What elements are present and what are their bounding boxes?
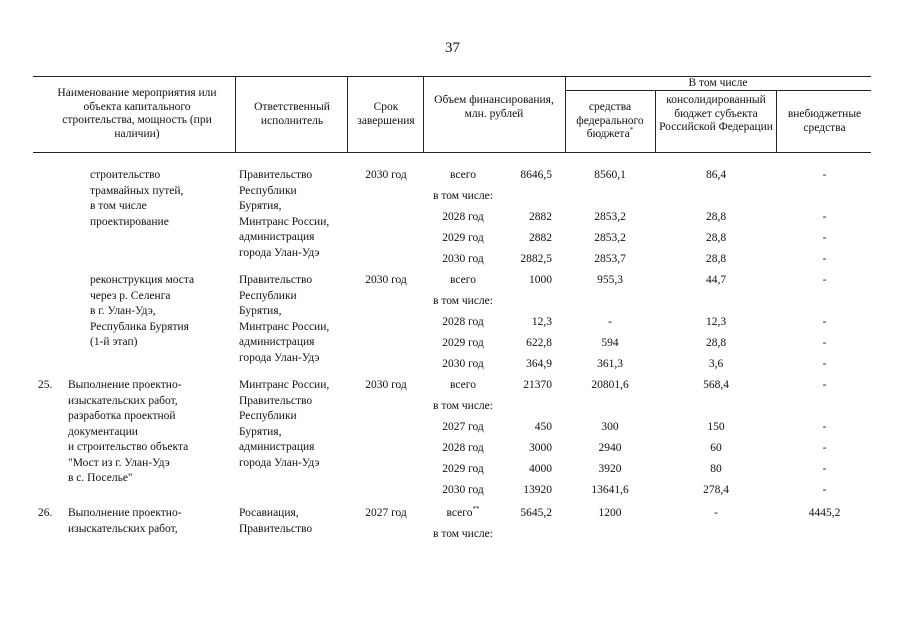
row-label xyxy=(424,483,502,499)
item-name-line: документации xyxy=(68,425,138,438)
total-volume: 2882,5 xyxy=(520,253,552,265)
off-budget: 4445,2 xyxy=(808,507,841,519)
row-label-text: в том числе: xyxy=(433,400,493,412)
col-divider-6 xyxy=(776,90,777,153)
row-label xyxy=(424,273,502,289)
federal-budget: 2853,2 xyxy=(594,211,626,223)
executor-line: Бурятия, xyxy=(239,200,282,212)
total-volume: 622,8 xyxy=(526,337,552,349)
row-label-text: 2029 год xyxy=(442,463,484,475)
federal-budget: 955,3 xyxy=(597,274,623,286)
col-divider-5 xyxy=(655,90,656,153)
consolidated-budget: 60 xyxy=(710,442,722,454)
executor-line: Минтранс России, xyxy=(239,379,330,391)
row-number: 26. xyxy=(38,507,53,519)
row-label-text: всего xyxy=(450,379,476,391)
row-label xyxy=(424,420,502,436)
item-name-line: Республика Бурятия xyxy=(90,320,189,333)
executor-line: Правительство xyxy=(239,394,313,407)
row-label xyxy=(424,336,502,352)
off-budget: - xyxy=(822,484,827,496)
header-federal-text: средства федерального бюджета xyxy=(576,101,644,140)
executor-line: администрация xyxy=(239,231,315,243)
total-volume: 3000 xyxy=(529,442,552,454)
total-volume: 1000 xyxy=(529,274,552,286)
row-label-text: 2030 год xyxy=(442,484,484,496)
off-budget: - xyxy=(822,232,827,244)
footnote-mark: ** xyxy=(472,505,480,513)
federal-budget: 2853,2 xyxy=(594,232,626,244)
row-label xyxy=(424,506,502,522)
item-name-line: (1-й этап) xyxy=(90,336,138,348)
item-name-line: Выполнение проектно- xyxy=(68,379,182,391)
item-name-line: в том числе xyxy=(90,200,147,212)
off-budget: - xyxy=(822,379,827,391)
header-including: В том числе xyxy=(688,77,748,89)
federal-budget: 3920 xyxy=(598,463,622,475)
col-divider-3 xyxy=(423,76,424,153)
total-volume: 8646,5 xyxy=(520,169,552,181)
off-budget: - xyxy=(822,463,827,475)
header-deadline: Срок завершения xyxy=(357,101,415,127)
total-volume: 4000 xyxy=(529,463,552,475)
row-label xyxy=(424,231,502,247)
col-divider-2 xyxy=(347,76,348,153)
header-bottom-rule xyxy=(33,152,871,153)
consolidated-budget: 44,7 xyxy=(705,274,727,286)
consolidated-budget: 28,8 xyxy=(705,337,727,349)
item-name-line: через р. Селенга xyxy=(90,289,171,302)
executor-line: Бурятия, xyxy=(239,305,282,317)
off-budget: - xyxy=(822,358,827,370)
executor-line: Правительство xyxy=(239,169,313,181)
header-offbudget: внебюджетные средства xyxy=(787,108,862,134)
consolidated-budget: 568,4 xyxy=(703,379,729,391)
total-volume: 12,3 xyxy=(531,316,552,328)
header-consolidated: консолидированный бюджет субъекта Российской Федерации xyxy=(659,94,773,133)
header-federal xyxy=(567,101,653,142)
row-label xyxy=(424,189,502,205)
executor-line: Правительство xyxy=(239,522,313,535)
total-volume: 450 xyxy=(534,421,552,433)
row-label xyxy=(424,315,502,331)
item-name-line: строительство xyxy=(90,169,161,181)
row-label-text: 2028 год xyxy=(442,316,484,328)
executor-line: Минтранс России, xyxy=(239,215,330,228)
row-label xyxy=(424,441,502,457)
row-label-text: всего xyxy=(450,169,476,181)
consolidated-budget: 28,8 xyxy=(705,232,727,244)
executor-line: Минтранс России, xyxy=(239,320,330,333)
item-name-line: разработка проектной xyxy=(68,410,176,422)
federal-budget: 8560,1 xyxy=(594,169,626,181)
row-label-text: в том числе: xyxy=(433,295,493,307)
row-label-text: 2029 год xyxy=(442,337,484,349)
item-name-line: реконструкция моста xyxy=(90,274,195,286)
off-budget: - xyxy=(822,421,827,433)
row-label xyxy=(424,399,502,415)
executor-line: Республики xyxy=(239,184,297,197)
off-budget: - xyxy=(822,316,827,328)
row-label-text: 2028 год xyxy=(442,442,484,454)
item-name-line: изыскательских работ, xyxy=(68,394,178,407)
total-volume: 2882 xyxy=(529,232,552,244)
federal-budget: 1200 xyxy=(598,507,622,519)
row-label-text: 2028 год xyxy=(442,211,484,223)
executor-line: Республики xyxy=(239,410,297,422)
total-volume: 364,9 xyxy=(526,358,552,370)
executor-line: города Улан-Удэ xyxy=(239,246,320,259)
federal-budget: 361,3 xyxy=(597,358,623,370)
executor-line: города Улан-Удэ xyxy=(239,456,320,469)
item-name-line: в г. Улан-Удэ, xyxy=(90,305,156,317)
off-budget: - xyxy=(822,169,827,181)
off-budget: - xyxy=(822,211,827,223)
consolidated-budget: 28,8 xyxy=(705,211,727,223)
executor-line: города Улан-Удэ xyxy=(239,351,320,364)
col-divider-1 xyxy=(235,76,236,153)
row-label-text: 2027 год xyxy=(442,421,484,433)
row-label xyxy=(424,252,502,268)
deadline: 2030 год xyxy=(365,274,407,286)
row-label-text: 2029 год xyxy=(442,232,484,244)
row-number: 25. xyxy=(38,379,53,391)
item-name-line: и строительство объекта xyxy=(68,441,189,453)
row-label xyxy=(424,210,502,226)
row-label-text: всего xyxy=(450,274,476,286)
federal-budget: 20801,6 xyxy=(591,379,629,391)
consolidated-budget: - xyxy=(714,507,718,519)
row-label xyxy=(424,357,502,373)
row-label xyxy=(424,378,502,394)
row-label-text: 2030 год xyxy=(442,358,484,370)
deadline: 2027 год xyxy=(365,507,407,519)
page-number: 37 xyxy=(445,40,460,56)
row-label xyxy=(424,527,502,543)
off-budget: - xyxy=(822,253,827,265)
total-volume: 13920 xyxy=(523,484,552,496)
row-label xyxy=(424,462,502,478)
item-name-line: "Мост из г. Улан-Удэ xyxy=(68,456,170,469)
consolidated-budget: 80 xyxy=(710,463,722,475)
federal-budget: 2940 xyxy=(598,442,622,454)
executor-line: Правительство xyxy=(239,274,313,286)
item-name-line: Выполнение проектно- xyxy=(68,507,182,519)
federal-budget: 594 xyxy=(601,337,619,349)
total-volume: 21370 xyxy=(523,379,552,391)
federal-budget: - xyxy=(608,316,612,328)
row-label xyxy=(424,294,502,310)
header-name: Наименование мероприятия или объекта капитального строительства, мощность (при наличии) xyxy=(57,87,217,140)
item-name-line: в с. Поселье" xyxy=(68,472,133,484)
executor-line: Республики xyxy=(239,289,297,302)
row-label-text: в том числе: xyxy=(433,528,493,540)
header-federal-mark: * xyxy=(629,126,634,134)
consolidated-budget: 12,3 xyxy=(705,316,727,328)
row-label-text: 2030 год xyxy=(442,253,484,265)
row-label xyxy=(424,168,502,184)
item-name-line: трамвайных путей, xyxy=(90,184,184,197)
item-name-line: изыскательских работ, xyxy=(68,522,178,535)
consolidated-budget: 278,4 xyxy=(703,484,729,496)
deadline: 2030 год xyxy=(365,169,407,181)
off-budget: - xyxy=(822,442,827,454)
row-label-text: в том числе: xyxy=(433,190,493,202)
consolidated-budget: 150 xyxy=(707,421,725,433)
federal-budget: 2853,7 xyxy=(594,253,626,265)
consolidated-budget: 86,4 xyxy=(705,169,727,181)
row-label-text: всего xyxy=(446,507,473,519)
executor-line: Бурятия, xyxy=(239,425,282,438)
total-volume: 5645,2 xyxy=(520,507,552,519)
federal-budget: 300 xyxy=(601,421,619,433)
executor-line: Росавиация, xyxy=(239,507,299,519)
consolidated-budget: 3,6 xyxy=(708,358,724,370)
total-volume: 2882 xyxy=(529,211,552,223)
deadline: 2030 год xyxy=(365,379,407,391)
header-executor: Ответственный исполнитель xyxy=(254,101,330,127)
executor-line: администрация xyxy=(239,441,315,453)
header-volume: Объем финансирования, млн. рублей xyxy=(434,94,554,120)
off-budget: - xyxy=(822,274,827,286)
executor-line: администрация xyxy=(239,336,315,348)
item-name-line: проектирование xyxy=(90,215,169,228)
federal-budget: 13641,6 xyxy=(591,484,629,496)
off-budget: - xyxy=(822,337,827,349)
consolidated-budget: 28,8 xyxy=(705,253,727,265)
